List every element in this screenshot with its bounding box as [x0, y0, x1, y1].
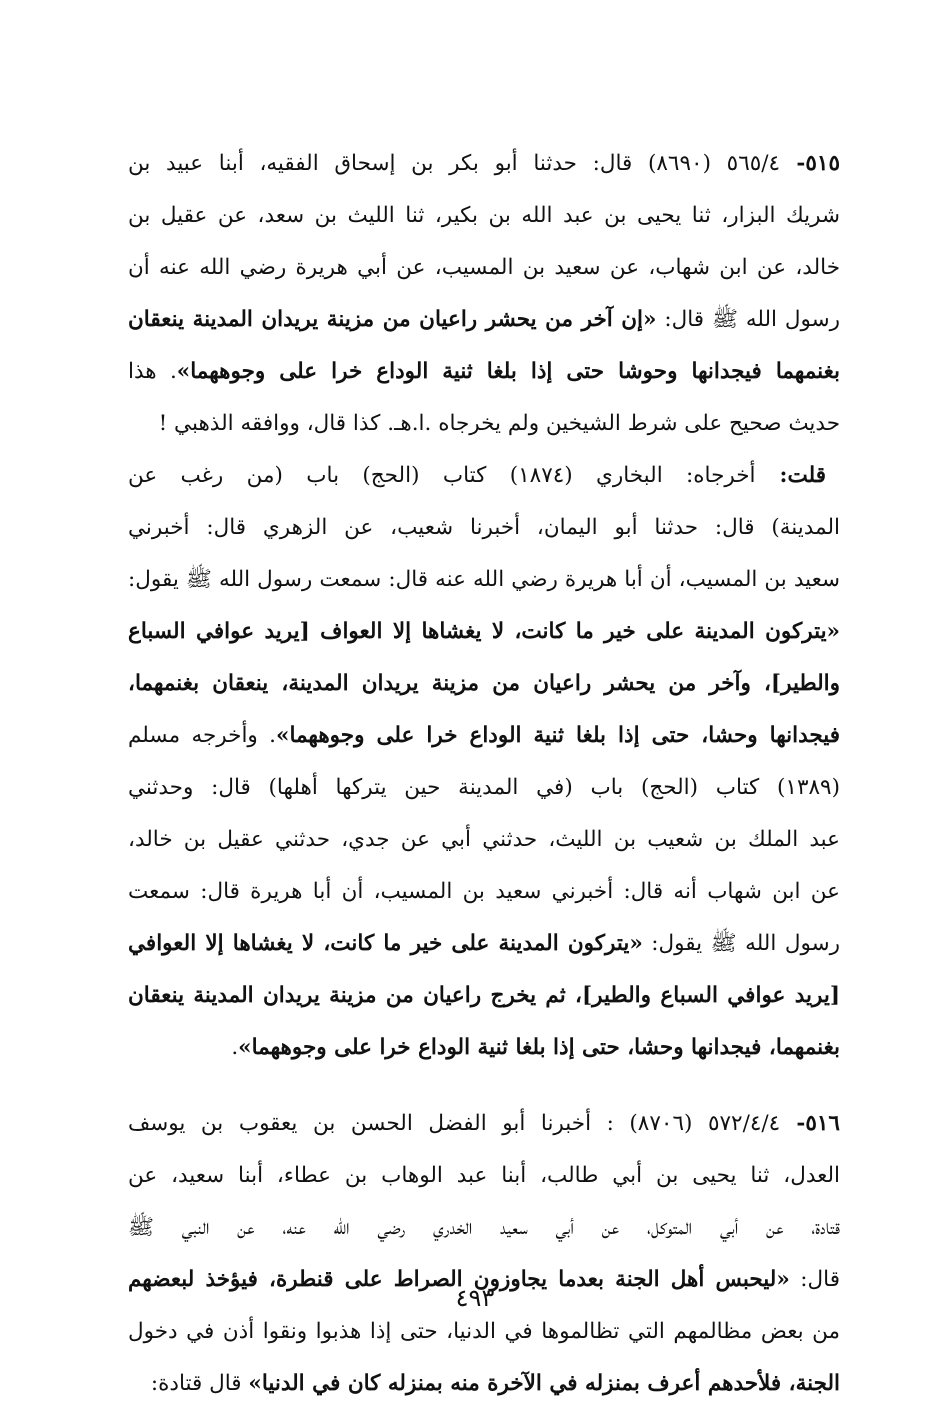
text-line: [يريد عوافي السباع والطير]، ثم يخرج راعيان من مزينة يريدان المدينة ينعقان: [128, 983, 840, 1008]
text-line: فيجدانها وحشا، حتى إذا بلغا ثنية الوداع خرا على وجوههما». وأخرجه مسلم: [128, 723, 840, 748]
text-line: سعيد بن المسيب، أن أبا هريرة رضي الله عنه قال: سمعت رسول الله ﷺ يقول:: [128, 567, 840, 592]
text-line: ٥١٥- ٥٦٥/٤ (٨٦٩٠) قال: حدثنا أبو بكر بن إسحاق الفقيه، أبنا عبيد بن: [128, 151, 840, 176]
text-line: من بعض مظالمهم التي تظالموها في الدنيا، حتى إذا هذبوا ونقوا أذن في دخول: [128, 1319, 840, 1344]
text-line: بغنمهما، فيجدانها وحشا، حتى إذا بلغا ثنية الوداع خرا على وجوههما».: [231, 1035, 840, 1060]
hadith-515: [128, 138, 840, 450]
text-line: والطير]، وآخر من يحشر راعيان من مزينة يريدان المدينة، ينعقان بغنمهما،: [128, 671, 840, 696]
paragraph-gap: [128, 1074, 840, 1098]
text-line: قال: «ليحبس أهل الجنة بعدما يجاوزون الصراط على قنطرة، فيؤخذ لبعضهم: [128, 1267, 840, 1292]
page-body: [128, 138, 840, 1410]
text-line: (١٣٨٩) كتاب (الحج) باب (في المدينة حين يتركها أهلها) قال: وحدثني: [128, 775, 840, 800]
page-number: ٤٩٣: [455, 1284, 495, 1312]
text-line: عن ابن شهاب أنه قال: أخبرني سعيد بن المسيب، أن أبا هريرة قال: سمعت: [128, 879, 840, 904]
text-line: رسول الله ﷺ قال: «إن آخر من يحشر راعيان من مزينة يريدان المدينة ينعقان: [128, 307, 840, 332]
hadith-number: ٥١٦-: [780, 1111, 840, 1136]
text-line: حديث صحيح على شرط الشيخين ولم يخرجاه .ا.هـ. كذا قال، ووافقه الذهبي !: [158, 411, 840, 436]
text-line: رسول الله ﷺ يقول: «يتركون المدينة على خير ما كانت، لا يغشاها إلا العوافي: [128, 931, 840, 956]
text-line: ٥١٦- ٥٧٢/٤/٤ (٨٧٠٦) : أخبرنا أبو الفضل الحسن بن يعقوب بن يوسف: [128, 1111, 840, 1136]
text-line: «يتركون المدينة على خير ما كانت، لا يغشاها إلا العواف [يريد عوافي السباع: [128, 619, 840, 644]
text-line: خالد، عن ابن شهاب، عن سعيد بن المسيب، عن أبي هريرة رضي الله عنه أن: [128, 255, 840, 280]
text-line: شريك البزار، ثنا يحيى بن عبد الله بن بكير، ثنا الليث بن سعد، عن عقيل بن: [128, 203, 840, 228]
hadith-number: ٥١٥-: [780, 151, 840, 176]
commentary-label: قلت:: [755, 463, 826, 488]
text-line: بغنمهما فيجدانها وحوشا حتى إذا بلغا ثنية الوداع خرا على وجوههما». هذا: [128, 359, 840, 384]
text-line: قتادة، عن أبي المتوكل، عن أبي سعيد الخدري رضي الله عنه، عن النبي ﷺ: [128, 1215, 840, 1240]
text-line: المدينة) قال: حدثنا أبو اليمان، أخبرنا شعيب، عن الزهري قال: أخبرني: [128, 515, 840, 540]
text-line: العدل، ثنا يحيى بن أبي طالب، أبنا عبد الوهاب بن عطاء، أبنا سعيد، عن: [128, 1163, 840, 1188]
text-line: الجنة، فلأحدهم أعرف بمنزله في الآخرة منه بمنزله كان في الدنيا» قال قتادة:: [150, 1371, 840, 1396]
text-line: قلت: أخرجاه: البخاري (١٨٧٤) كتاب (الحج) باب (من رغب عن: [128, 463, 826, 488]
text-line: عبد الملك بن شعيب بن الليث، حدثني أبي عن جدي، حدثني عقيل بن خالد،: [128, 827, 840, 852]
commentary-515: [128, 450, 840, 1074]
hadith-516: [128, 1098, 840, 1410]
